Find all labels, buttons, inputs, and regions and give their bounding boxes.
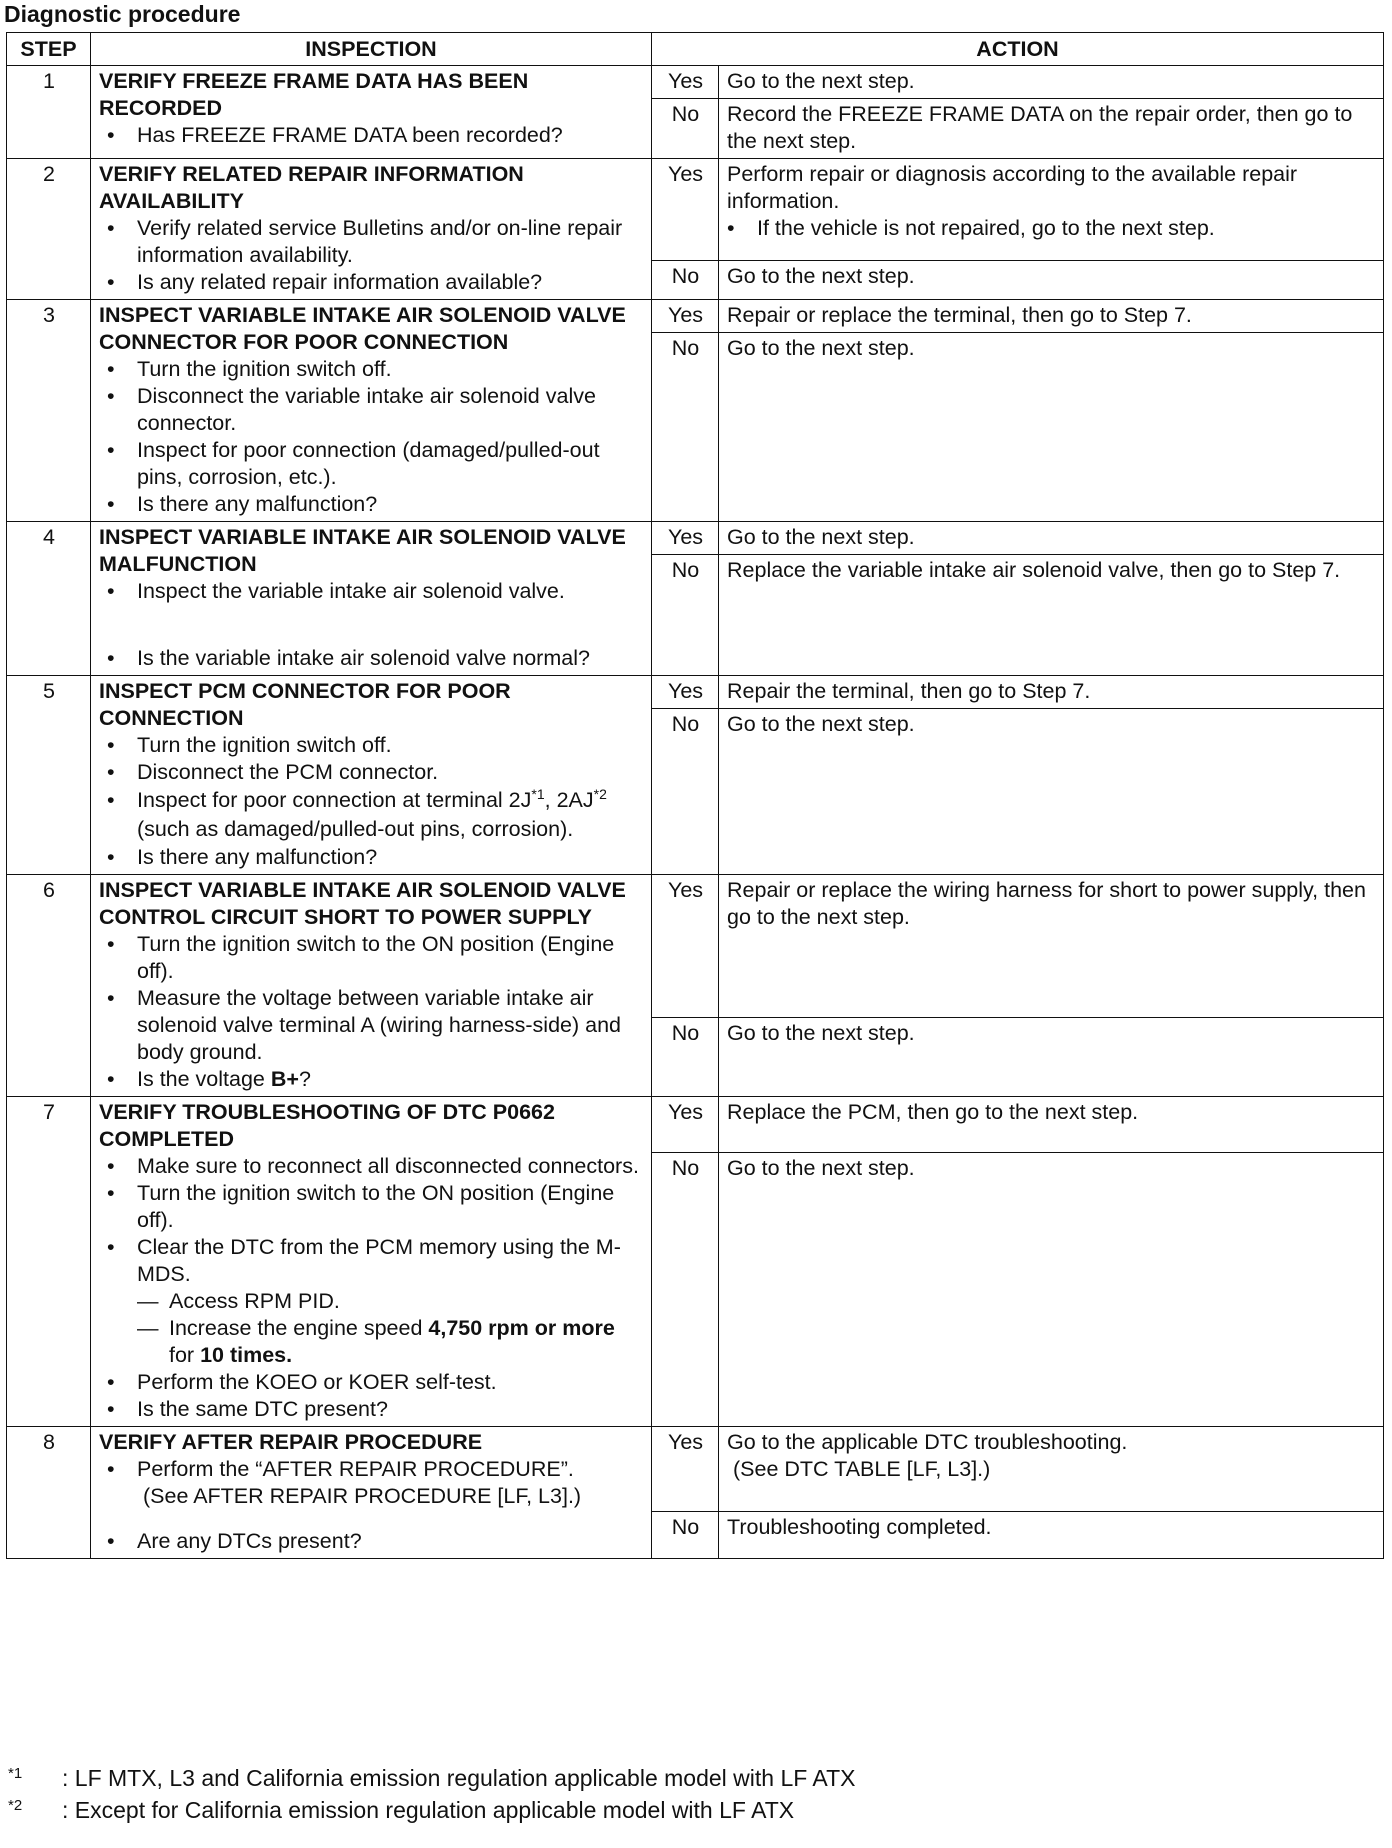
bullet-text: Clear the DTC from the PCM memory using the M-MDS.: [137, 1235, 621, 1286]
inspection-bullet: • Turn the ignition switch to the ON position (Engine off).: [137, 931, 644, 985]
table-row: [7, 159, 1384, 261]
inspection-bullet: [137, 1234, 644, 1369]
no-action: Go to the next step.: [719, 709, 1384, 875]
step-number: 1: [7, 66, 91, 159]
yes-label: Yes: [652, 159, 719, 261]
no-label: No: [652, 1153, 719, 1427]
yes-label: Yes: [652, 522, 719, 555]
inspection-bullet: • Verify related service Bulletins and/or on-line repair information availability.: [137, 215, 644, 269]
footnote: [8, 1794, 855, 1826]
action-bullet: • If the vehicle is not repaired, go to the next step.: [757, 215, 1376, 242]
footnote-text: : LF MTX, L3 and California emission regulation applicable model with LF ATX: [62, 1765, 856, 1791]
yes-action: Go to the applicable DTC troubleshooting.: [727, 1430, 1128, 1454]
no-label: No: [652, 261, 719, 300]
bullet-text: • Perform the “AFTER REPAIR PROCEDURE”.: [137, 1457, 574, 1481]
step-number: 8: [7, 1427, 91, 1559]
no-label: No: [652, 333, 719, 522]
yes-label: Yes: [652, 66, 719, 99]
bullet-text-bold: B+: [270, 1067, 299, 1091]
header-action: ACTION: [652, 33, 1384, 66]
inspection-bullet: • Is there any malfunction?: [137, 491, 644, 518]
sub-item: [169, 1315, 644, 1369]
inspection-bullet: • Turn the ignition switch off.: [137, 732, 644, 759]
no-action: Go to the next step.: [719, 261, 1384, 300]
inspection-bullet: • Turn the ignition switch to the ON position (Engine off).: [137, 1180, 644, 1234]
inspection-bullet: • Is there any malfunction?: [137, 844, 644, 871]
table-row: [7, 1427, 1384, 1512]
sub-item-text: Increase the engine speed: [169, 1316, 429, 1340]
header-row: [7, 33, 1384, 66]
bullet-text: Inspect for poor connection at terminal 2J: [137, 788, 532, 812]
inspection-title: VERIFY RELATED REPAIR INFORMATION AVAILABILITY: [99, 162, 524, 213]
inspection-cell: [91, 875, 652, 1097]
inspection-bullet: [137, 786, 644, 844]
no-action: Troubleshooting completed.: [719, 1512, 1384, 1559]
inspection-bullet: • Make sure to reconnect all disconnected connectors.: [137, 1153, 644, 1180]
sub-item: — Access RPM PID.: [169, 1288, 644, 1315]
inspection-bullet: [137, 1456, 644, 1510]
no-label: No: [652, 709, 719, 875]
footnote-mark: *1: [8, 1765, 23, 1782]
yes-action: Repair or replace the wiring harness for short to power supply, then go to the next step.: [719, 875, 1384, 1018]
inspection-bullet: • Disconnect the PCM connector.: [137, 759, 644, 786]
inspection-bullet: • Is the same DTC present?: [137, 1396, 644, 1423]
footnote-ref: *2: [593, 785, 607, 802]
no-label: No: [652, 1018, 719, 1097]
inspection-bullet: • Is any related repair information available?: [137, 269, 644, 296]
inspection-cell: [91, 1097, 652, 1427]
sub-item-text: for: [169, 1343, 201, 1367]
inspection-title: INSPECT PCM CONNECTOR FOR POOR CONNECTION: [99, 679, 511, 730]
yes-label: Yes: [652, 676, 719, 709]
yes-label: Yes: [652, 300, 719, 333]
footnote-mark: *2: [8, 1797, 23, 1814]
inspection-title: VERIFY AFTER REPAIR PROCEDURE: [99, 1430, 483, 1454]
yes-action: Go to the next step.: [719, 66, 1384, 99]
yes-action-cell: [719, 1427, 1384, 1512]
inspection-bullet: [137, 1066, 644, 1093]
reference-text: (See DTC TABLE [LF, L3].): [733, 1457, 991, 1481]
yes-label: Yes: [652, 1427, 719, 1512]
sub-item-bold: 4,750 rpm or more: [428, 1316, 615, 1340]
sub-item-text: .: [286, 1343, 293, 1367]
no-label: No: [652, 555, 719, 676]
inspection-bullet: • Are any DTCs present?: [137, 1528, 644, 1555]
yes-action: Replace the PCM, then go to the next step.: [719, 1097, 1384, 1153]
yes-label: Yes: [652, 875, 719, 1018]
bullet-text: Is the voltage: [137, 1067, 271, 1091]
yes-action: Repair the terminal, then go to Step 7.: [719, 676, 1384, 709]
no-action: Replace the variable intake air solenoid valve, then go to Step 7.: [719, 555, 1384, 676]
table-row: [7, 676, 1384, 709]
inspection-title: VERIFY TROUBLESHOOTING OF DTC P0662 COMPLETED: [99, 1100, 555, 1151]
no-action: Go to the next step.: [719, 1153, 1384, 1427]
table-row: [7, 66, 1384, 99]
no-action: Go to the next step.: [719, 333, 1384, 522]
inspection-cell: [91, 66, 652, 159]
inspection-title: VERIFY FREEZE FRAME DATA HAS BEEN RECORDED: [99, 69, 529, 120]
footnotes: [8, 1762, 855, 1826]
table-row: [7, 875, 1384, 1018]
reference-text: (See AFTER REPAIR PROCEDURE [LF, L3].): [143, 1484, 582, 1508]
bullet-text: (such as damaged/pulled-out pins, corrosion).: [137, 817, 574, 841]
inspection-cell: [91, 300, 652, 522]
footnote: [8, 1762, 855, 1794]
no-action: Record the FREEZE FRAME DATA on the repair order, then go to the next step.: [719, 99, 1384, 159]
step-number: 7: [7, 1097, 91, 1427]
inspection-title: INSPECT VARIABLE INTAKE AIR SOLENOID VALVE CONTROL CIRCUIT SHORT TO POWER SUPPLY: [99, 878, 626, 929]
inspection-cell: [91, 676, 652, 875]
footnote-ref: *1: [531, 785, 545, 802]
step-number: 5: [7, 676, 91, 875]
table-row: [7, 522, 1384, 555]
yes-action: Go to the next step.: [719, 522, 1384, 555]
step-number: 2: [7, 159, 91, 300]
header-inspection: INSPECTION: [91, 33, 652, 66]
inspection-bullet: • Disconnect the variable intake air solenoid valve connector.: [137, 383, 644, 437]
page-title: Diagnostic procedure: [4, 1, 241, 27]
header-step: STEP: [7, 33, 91, 66]
inspection-bullet: • Is the variable intake air solenoid valve normal?: [137, 645, 644, 672]
inspection-title: INSPECT VARIABLE INTAKE AIR SOLENOID VALVE MALFUNCTION: [99, 525, 626, 576]
step-number: 6: [7, 875, 91, 1097]
inspection-bullet: • Inspect the variable intake air solenoid valve.: [137, 578, 644, 605]
bullet-text: ?: [298, 1067, 311, 1091]
yes-action-cell: [719, 159, 1384, 261]
inspection-cell: [91, 1427, 652, 1559]
yes-action: Perform repair or diagnosis according to the available repair information.: [727, 162, 1298, 213]
yes-label: Yes: [652, 1097, 719, 1153]
table-row: [7, 1097, 1384, 1153]
no-action: Go to the next step.: [719, 1018, 1384, 1097]
inspection-cell: [91, 159, 652, 300]
inspection-bullet: • Has FREEZE FRAME DATA been recorded?: [137, 122, 644, 149]
table-row: [7, 300, 1384, 333]
sub-item-bold: 10 times: [200, 1343, 287, 1367]
footnote-text: : Except for California emission regulation applicable model with LF ATX: [62, 1797, 795, 1823]
inspection-bullet: • Turn the ignition switch off.: [137, 356, 644, 383]
inspection-title: INSPECT VARIABLE INTAKE AIR SOLENOID VALVE CONNECTOR FOR POOR CONNECTION: [99, 303, 626, 354]
step-number: 3: [7, 300, 91, 522]
no-label: No: [652, 1512, 719, 1559]
yes-action: Repair or replace the terminal, then go to Step 7.: [719, 300, 1384, 333]
inspection-bullet: • Measure the voltage between variable intake air solenoid valve terminal A (wiring harness-side) and body ground.: [137, 985, 644, 1066]
step-number: 4: [7, 522, 91, 676]
bullet-text: , 2AJ: [544, 788, 594, 812]
inspection-cell: [91, 522, 652, 676]
inspection-bullet: • Perform the KOEO or KOER self-test.: [137, 1369, 644, 1396]
inspection-bullet: • Inspect for poor connection (damaged/pulled-out pins, corrosion, etc.).: [137, 437, 644, 491]
no-label: No: [652, 99, 719, 159]
diagnostic-procedure-table: [6, 32, 1384, 1559]
